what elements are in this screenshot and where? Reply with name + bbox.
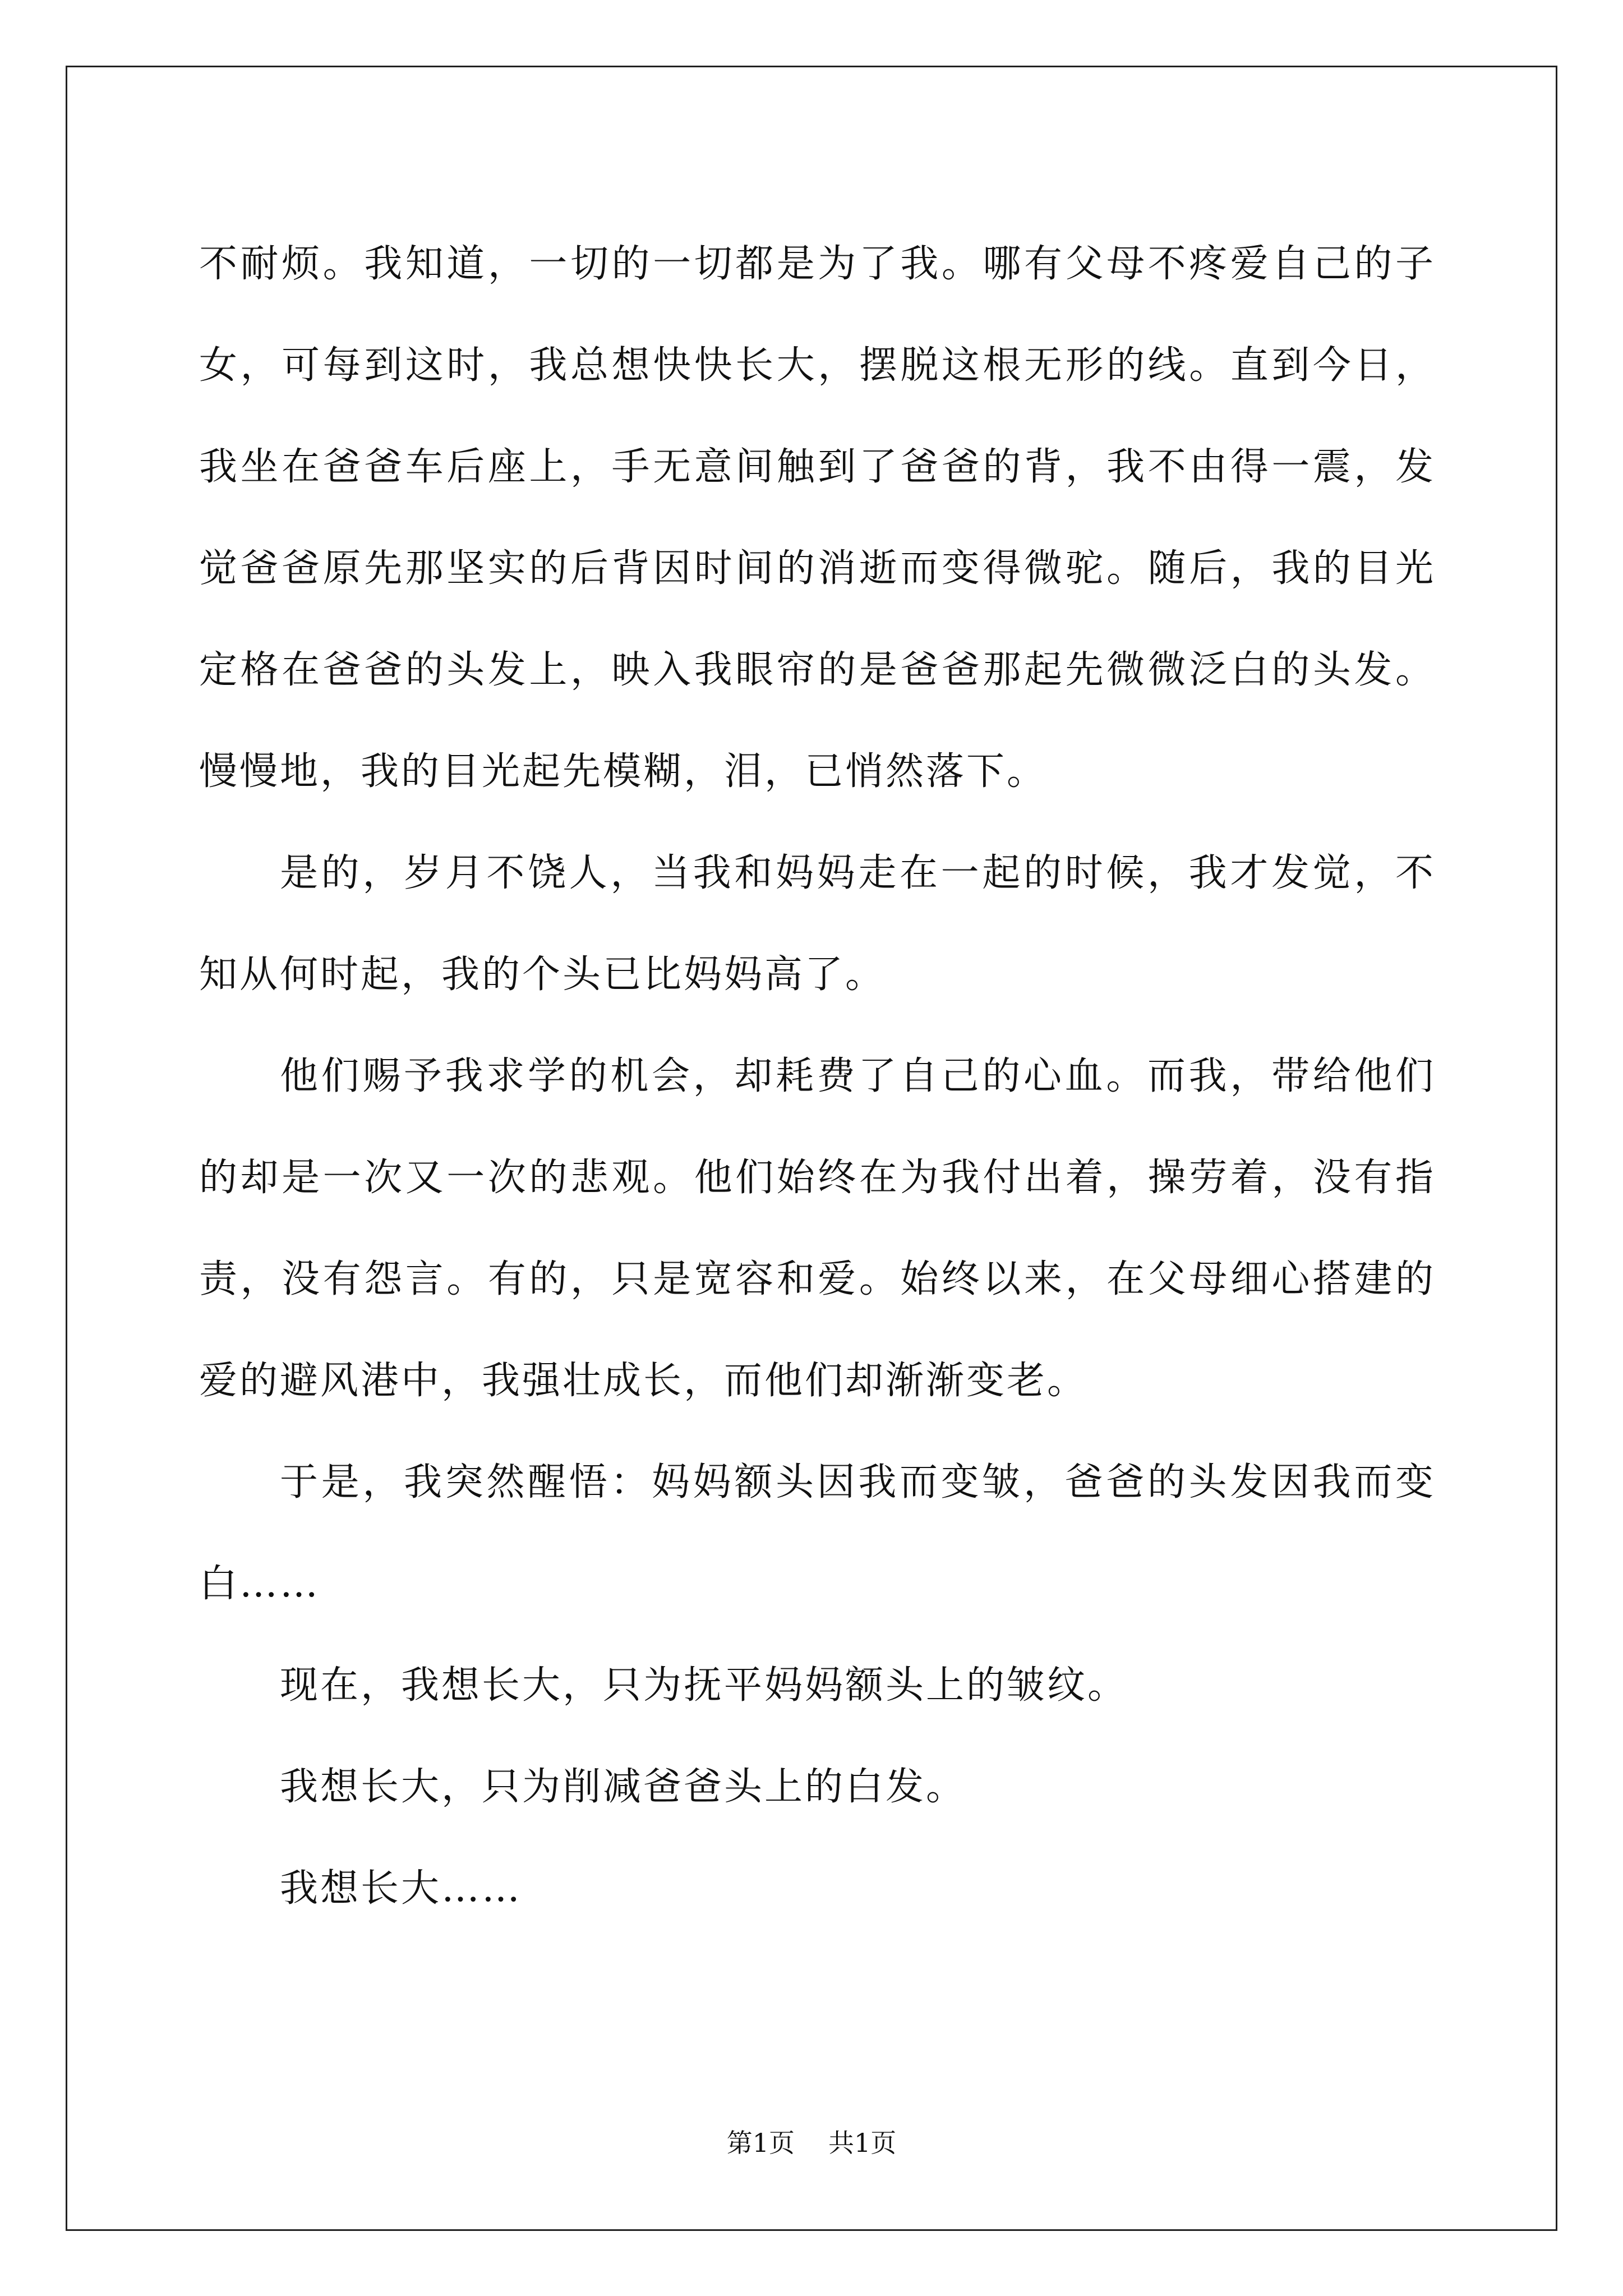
document-body bbox=[199, 213, 1436, 1939]
paragraph-7: 我想长大…… bbox=[280, 1866, 523, 1911]
paragraph-5: 现在，我想长大，只为抚平妈妈额头上的皱纹。 bbox=[280, 1663, 1128, 1708]
paragraph-2: 是的，岁月不饶人，当我和妈妈走在一起的时候，我才发觉，不知从何时起，我的个头已比妈妈高了。 bbox=[199, 851, 1436, 997]
paragraph-6: 我想长大，只为削减爸爸头上的白发。 bbox=[280, 1765, 967, 1809]
page-number-current: 第1页 bbox=[726, 2128, 795, 2158]
paragraph-4: 于是，我突然醒悟：妈妈额头因我而变皱，爸爸的头发因我而变白…… bbox=[199, 1460, 1436, 1606]
paragraph-3: 他们赐予我求学的机会，却耗费了自己的心血。而我，带给他们的却是一次又一次的悲观。他们始终在为我付出着，操劳着，没有指责，没有怨言。有的，只是宽容和爱。始终以来，在父母细心搭建的爱的避风港中，我强壮成长，而他们却渐渐变老。 bbox=[199, 1054, 1436, 1403]
page-footer bbox=[0, 2126, 1623, 2160]
page-number-total: 共1页 bbox=[828, 2128, 897, 2158]
paragraph-1: 不耐烦。我知道，一切的一切都是为了我。哪有父母不疼爱自己的子女，可每到这时，我总想快快长大，摆脱这根无形的线。直到今日，我坐在爸爸车后座上，手无意间触到了爸爸的背，我不由得一震，发觉爸爸原先那坚实的后背因时间的消逝而变得微驼。随后，我的目光定格在爸爸的头发上，映入我眼帘的是爸爸那起先微微泛白的头发。慢慢地，我的目光起先模糊，泪，已悄然落下。 bbox=[199, 242, 1436, 794]
